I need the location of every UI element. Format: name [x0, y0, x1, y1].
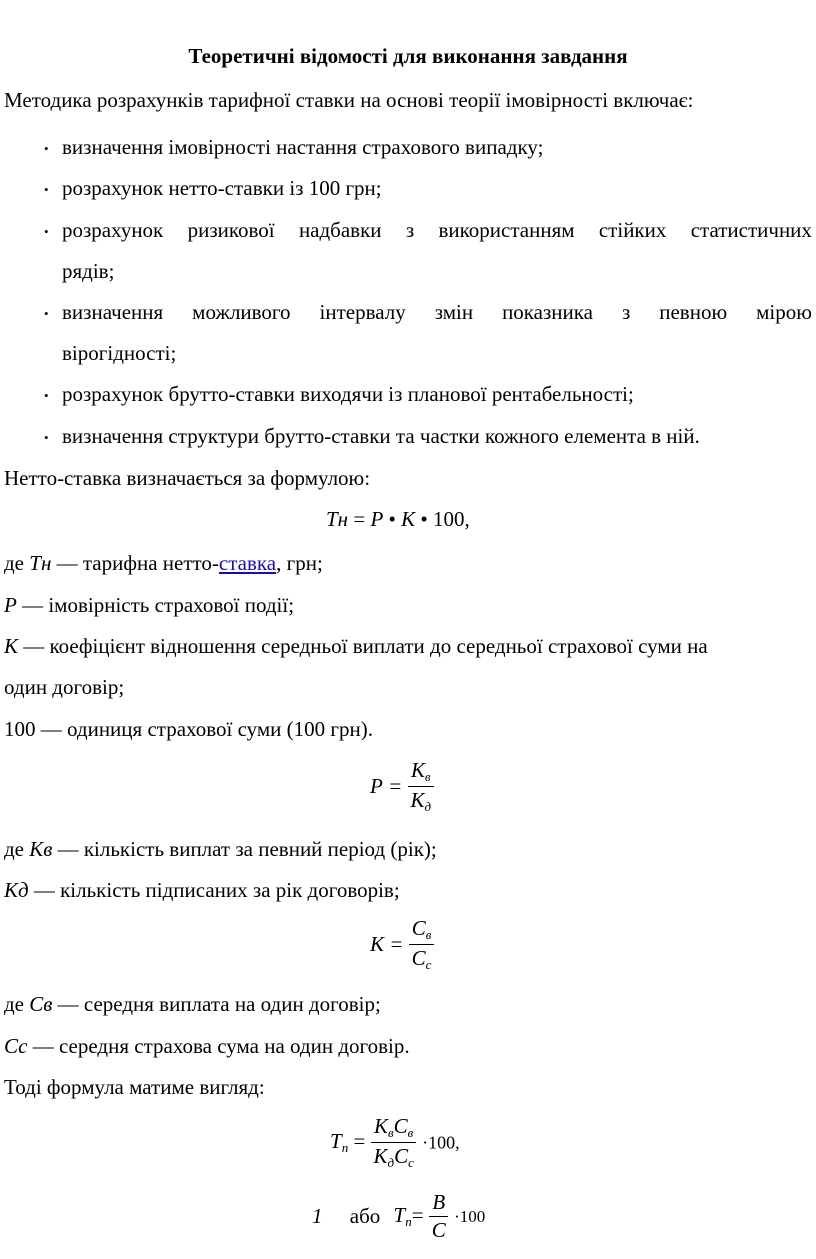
def-text: — середня страхова сума на один договір.	[27, 1034, 410, 1058]
frac-den-sub: с	[425, 957, 432, 972]
def-kd	[4, 880, 400, 901]
frac-den-sub: с	[408, 1155, 414, 1170]
lhs-sym: Т	[330, 1129, 342, 1153]
def-text: , грн;	[276, 551, 323, 575]
equation-label: 1	[312, 1204, 323, 1228]
fraction	[409, 918, 435, 971]
formula-alt	[312, 1192, 485, 1241]
stavka-link[interactable]: ставка	[218, 551, 277, 575]
def-prefix: де	[4, 551, 30, 575]
formula-k	[370, 918, 434, 971]
formula-rest: ·100,	[422, 1132, 460, 1153]
def-prefix: де	[4, 992, 30, 1016]
netto-intro: Нетто-ставка визначається за формулою:	[4, 466, 371, 490]
bullet-dot: •	[44, 306, 49, 321]
formula-lhs	[394, 1203, 424, 1227]
frac-num: К	[410, 758, 425, 782]
frac-den: К	[410, 788, 425, 812]
intro-text: Методика розрахунків тарифної ставки на основі теорії імовірності включає:	[4, 88, 694, 112]
word: визначення	[62, 300, 164, 324]
frac-num-sub: в	[425, 927, 432, 942]
frac-num: С	[393, 1114, 408, 1138]
or-word: або	[349, 1204, 381, 1228]
word: показника	[502, 300, 593, 324]
frac-num-sub: в	[388, 1125, 394, 1140]
formula-lhs: Р =	[370, 774, 403, 798]
frac-den-sub: д	[424, 799, 432, 814]
page-title: Теоретичні відомості для виконання завдання	[188, 44, 628, 68]
bullet-dot: •	[44, 388, 49, 403]
def-text: — тарифна нетто-	[51, 551, 219, 575]
lhs-sub: п	[341, 1140, 349, 1155]
fraction	[371, 1116, 417, 1169]
def-k-cont: один договір;	[4, 675, 125, 699]
frac-den: С	[431, 1218, 446, 1242]
word: мірою	[756, 300, 812, 324]
word: з	[621, 300, 631, 324]
bullet-item-4-cont: вірогідності;	[62, 341, 177, 365]
formula-rest: 100,	[432, 507, 470, 531]
def-symbol: Кд	[4, 878, 29, 902]
frac-num: В	[429, 1192, 448, 1217]
bullet-item-4	[62, 302, 812, 323]
lhs-sym: Т	[393, 1203, 406, 1227]
bullet-dot: •	[44, 224, 49, 239]
def-hundred: 100 — одиниця страхової суми (100 грн).	[4, 717, 373, 741]
def-symbol: Кв	[29, 837, 53, 861]
frac-num: К	[374, 1114, 388, 1138]
def-sv	[4, 994, 381, 1015]
eq-sign: =	[348, 1129, 366, 1153]
eq-sign: =	[411, 1203, 424, 1227]
formula-netto	[326, 509, 470, 530]
frac-den-sub: д	[387, 1155, 395, 1170]
def-symbol: К	[4, 634, 18, 658]
def-symbol: Св	[29, 992, 53, 1016]
frac-num: С	[411, 916, 426, 940]
formula-lhs: К =	[370, 932, 404, 956]
word: розрахунок	[62, 218, 164, 242]
word: з	[405, 218, 415, 242]
then-text: Тоді формула матиме вигляд:	[4, 1075, 265, 1099]
formula-symbol: Р	[370, 507, 384, 531]
frac-den: С	[411, 946, 426, 970]
def-symbol: Р	[4, 593, 17, 617]
def-p	[4, 595, 294, 616]
word: ризикової	[187, 218, 275, 242]
def-k	[4, 636, 708, 657]
def-tn	[4, 553, 323, 574]
bullet-item-1: визначення імовірності настання страхового випадку;	[62, 135, 544, 159]
bullet-dot: •	[44, 141, 49, 156]
def-text: — коефіцієнт відношення середньої виплати до середньої страхової суми на	[17, 634, 708, 658]
frac-den: К	[373, 1144, 388, 1168]
fraction	[408, 760, 435, 813]
word: змін	[434, 300, 474, 324]
formula-symbol: Тн	[326, 507, 349, 531]
bullet-item-3	[62, 220, 812, 241]
frac-den: С	[394, 1144, 409, 1168]
frac-num-sub: в	[424, 769, 431, 784]
frac-num-sub: в	[407, 1125, 414, 1140]
formula-p	[370, 760, 434, 813]
word: стійких	[598, 218, 667, 242]
def-kv	[4, 839, 437, 860]
fraction	[429, 1192, 449, 1241]
bullet-item-5: розрахунок брутто-ставки виходячи із планової рентабельності;	[62, 382, 634, 406]
word: надбавки	[298, 218, 382, 242]
lhs-sub: п	[405, 1214, 412, 1229]
formula-rest: ·100	[454, 1207, 486, 1226]
def-prefix: де	[4, 837, 30, 861]
bullet-item-3-cont: рядів;	[62, 259, 115, 283]
formula-t	[330, 1116, 460, 1169]
def-symbol: Сс	[4, 1034, 28, 1058]
formula-symbol: К	[401, 507, 416, 531]
word: статистичних	[690, 218, 812, 242]
formula-op: =	[348, 507, 371, 531]
def-text: — імовірність страхової події;	[16, 593, 295, 617]
def-text: — кількість підписаних за рік договорів;	[28, 878, 400, 902]
word: інтервалу	[319, 300, 406, 324]
def-text: — кількість виплат за певний період (рік);	[52, 837, 437, 861]
bullet-item-6: визначення структури брутто-ставки та частки кожного елемента в ній.	[62, 424, 700, 448]
bullet-dot: •	[44, 182, 49, 197]
word: можливого	[192, 300, 291, 324]
def-text: — середня виплата на один договір;	[52, 992, 381, 1016]
formula-op: •	[415, 507, 433, 531]
word: певною	[659, 300, 728, 324]
formula-op: •	[383, 507, 402, 531]
def-symbol: Тн	[29, 551, 52, 575]
word: використанням	[438, 218, 575, 242]
bullet-dot: •	[44, 430, 49, 445]
formula-lhs	[330, 1129, 365, 1153]
bullet-item-2: розрахунок нетто-ставки із 100 грн;	[62, 176, 382, 200]
def-sc	[4, 1036, 410, 1057]
